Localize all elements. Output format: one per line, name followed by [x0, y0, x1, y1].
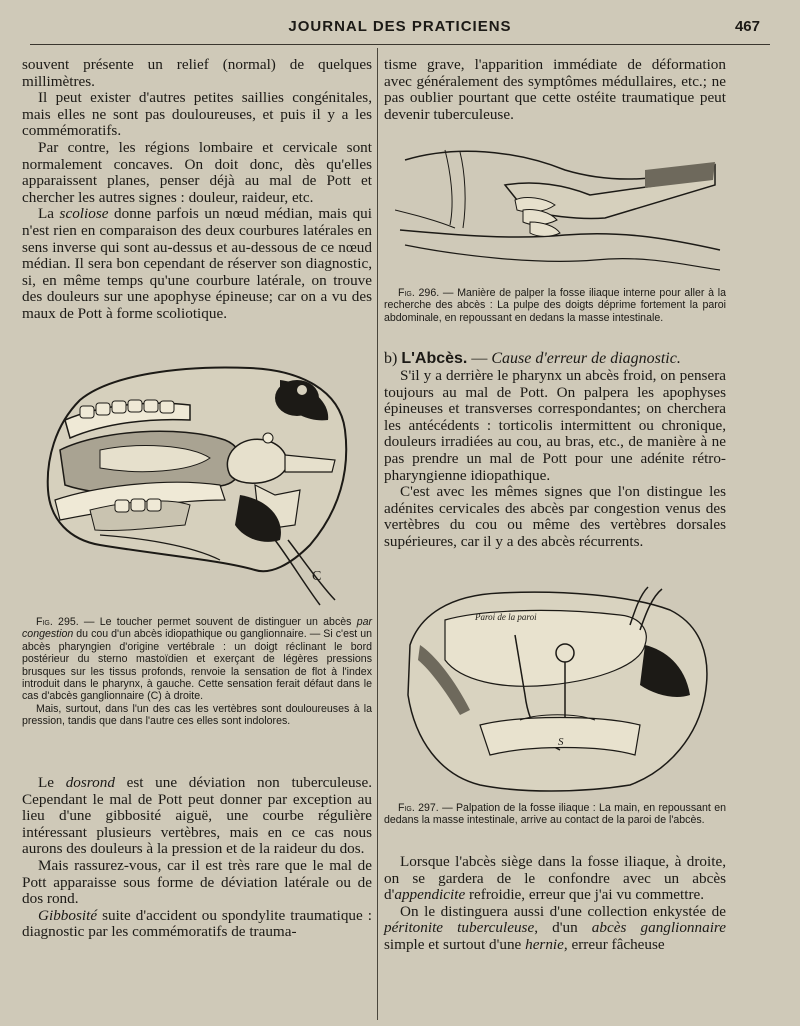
term-peritonite: péritonite tuberculeuse [384, 919, 535, 937]
column-divider [377, 48, 378, 1020]
figure-297-label-paroi: Paroi de la paroi [475, 612, 537, 622]
caption-297-number: Fig. 297. [398, 802, 439, 814]
paragraph-distinguera: On le distinguera aussi d'une collection enkystée de péritonite tuberculeuse, d'un abcès ganglionnaire simple et surtout d'une hernie, erreur fâcheuse [384, 902, 726, 953]
term-abces-ganglionnaire: abcès ganglionnaire [591, 919, 726, 937]
left-column-bottom [22, 775, 372, 941]
term-appendicite: appendicite [394, 886, 466, 904]
figure-297-caption: Fig. 297. — Palpation de la fosse iliaque : La main, en repoussant en dedans la masse intestinale, arrive au contact de la paroi de l'abcès. [384, 802, 726, 827]
paragraph-scoliose: La scoliose donne parfois un nœud médian, mais qui n'est rien en comparaison des deux courbures latérales en sens inverse qui sont au-dessus et au-dessous de ce nœud médian. Il sera bon cependant de réserver son diagnostic, si, en même temps qu'une courbure latérale, on trouve des douleurs sur une apophyse épineuse; car on a vu des maux de Pott à forme scoliotique. [22, 205, 372, 322]
paragraph-abces-froid: S'il y a derrière le pharynx un abcès froid, on pensera toujours au mal de Pott. On palpera les apophyses épineuses et transverses correspondantes; on cherchera les antécédents : torticolis intermittent ou chronique, douleurs irradiées au cou, au bras, etc., de manière à ne pas prendre un mal de Pott pour une adénite rétro-pharyngienne idiopathique. [384, 367, 726, 484]
figure-295-pharynx-section [40, 360, 360, 610]
left-column-top [22, 57, 372, 323]
paragraph-gibbosite: Gibbosité suite d'accident ou spondylite traumatique : diagnostic par les commémoratifs de trauma- [22, 906, 372, 941]
journal-title: JOURNAL DES PRATICIENS [288, 18, 512, 35]
right-column-top [384, 57, 726, 123]
page-number: 467 [734, 18, 760, 35]
figure-296-caption: Fig. 296. — Manière de palper la fosse iliaque interne pour aller à la recherche des abcès : La pulpe des doigts déprime fortement la paroi abdominale, en repoussant en dedans la masse intestinale. [384, 287, 726, 324]
term-gibbosite: Gibbosité [38, 906, 98, 924]
paragraph-traumatisme: tisme grave, l'apparition immédiate de déformation avec généralement des symptômes médullaires, etc.; ne pas oublier pourtant que cette ostéite traumatique peut devenir tuberculeuse. [384, 56, 726, 123]
right-column-bottom [384, 854, 726, 954]
term-hernie: hernie [525, 935, 564, 953]
paragraph-adenites: C'est avec les mêmes signes que l'on distingue les adénites cervicales des abcès par congestion venus des vertèbres du cou ou même des vertèbres dorsales supérieures, car il y a des abcès récurrents. [384, 483, 726, 550]
header-rule [30, 44, 770, 45]
term-dosrond: dosrond [65, 774, 115, 791]
paragraph-rassurez: Mais rassurez-vous, car il est très rare que le mal de Pott apparaisse sous forme de déviation latérale ou de dos rond. [22, 856, 372, 908]
figure-295-label-c: C [312, 569, 322, 584]
page-header [30, 14, 770, 44]
section-b-subtitle: Cause d'erreur de diagnostic. [491, 350, 681, 367]
figure-296-palpation-hand [395, 140, 725, 280]
caption-296-number: Fig. 296. [398, 287, 440, 299]
paragraph-relief: souvent présente un relief (normal) de quelques millimètres. [22, 56, 372, 90]
figure-297-label-s: S [558, 736, 564, 748]
figure-297-pelvis [400, 585, 720, 795]
figure-295-caption: Fig. 295. — Le toucher permet souvent de distinguer un abcès par congestion du cou d'un abcès idiopathique ou ganglionnaire. — Si c'est un abcès pharyngien d'origine vertébrale : un doigt réclinant le bord postérieur du sterno mastoïdien et exerçant de légères pressions brusques sur les tissus profonds, renvoie la sensation de flot à l'index introduit dans le pharynx, à gauche. Cette sensation ferait défaut dans le cas d'abcès ganglionnaire (C) à droite. Mais, surtout, dans l'un des cas les vertèbres sont douloureuses à la pression, tandis que dans l'autre ces elles sont indolores. [22, 616, 372, 728]
caption-295-second: Mais, surtout, dans l'un des cas les vertèbres sont douloureuses à la pression, tandis que dans l'autre ces elles sont indolores. [22, 702, 372, 728]
paragraph-concaves: Par contre, les régions lombaire et cervicale sont normalement concaves. On doit donc, dès qu'elles apparaissent planes, penser déjà au mal de Pott et chercher les autres signes : douleur, raideur, etc. [22, 138, 372, 206]
section-b-title: L'Abcès. [401, 350, 468, 367]
paragraph-lorsque: Lorsque l'abcès siège dans la fosse iliaque, à droite, on se gardera de le confondre avec un abcès d'appendicite refroidie, erreur que j'ai vu commettre. [384, 853, 726, 904]
section-b-heading: b) L'Abcès. — Cause d'erreur de diagnostic. [384, 350, 681, 367]
paragraph-saillies: Il peut exister d'autres petites saillies congénitales, mais elles ne sont pas douloureuses, et puis il y a les commémoratifs. [22, 89, 372, 140]
term-scoliose: scoliose [59, 205, 109, 223]
caption-295-number: Fig. 295. [36, 616, 79, 628]
right-column-middle [384, 350, 726, 551]
paragraph-dosrond: Le dosrond est une déviation non tuberculeuse. Cependant le mal de Pott peut donner par exception au lieu d'une gibbosité aiguë, une courbe régulière intéressant plusieurs vertèbres, mais en ce cas nous aurons des douleurs à la pression et de la raideur du dos. [22, 774, 372, 858]
